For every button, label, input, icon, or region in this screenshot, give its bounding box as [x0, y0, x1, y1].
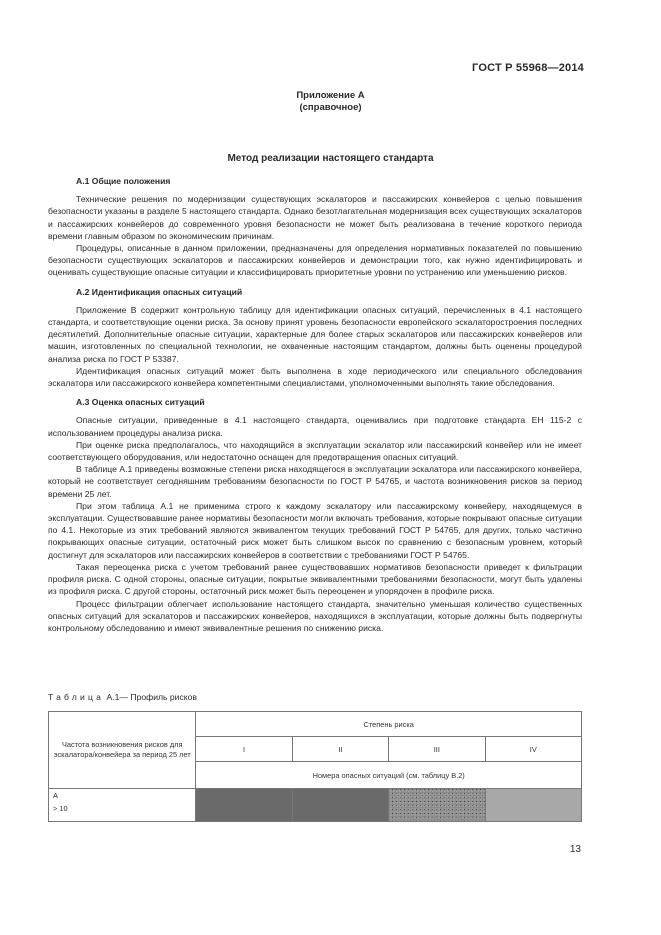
- risk-level-1: I: [196, 737, 292, 762]
- risk-level-3: III: [389, 737, 485, 762]
- paragraph: Процесс фильтрации облегчает использование настоящего стандарта, значительно уменьшая количество существенных опасных ситуаций для эскалаторов и пассажирских конвейеров, находящихся в эксплуатации, которые должны быть подвергнуты контрольному обследованию и имеют эквивалентные решения по снижению риска.: [48, 598, 582, 633]
- section-a3: [48, 396, 582, 634]
- paragraph: Опасные ситуации, приведенные в 4.1 настоящего стандарта, оценивались при подготовке стандарта ЕН 115-2 с использованием процедуры анализа риска.: [48, 415, 582, 438]
- risk-cell-a-3: [389, 789, 485, 822]
- paragraph: Процедуры, описанные в данном приложении, предназначены для определения нормативных показателей по повышению безопасности существующих эскалаторов и пассажирских конвейеров и демонстрации того, как нужно идентифицировать и оценивать существующие опасные ситуации и классифицировать приоритетные уровни по устранению или уменьшению рисков.: [48, 243, 582, 278]
- table-caption-number: А.1: [106, 692, 120, 702]
- paragraph: Приложение В содержит контрольную таблицу для идентификации опасных ситуаций, перечисленных в 4.1 настоящего стандарта, и соответствующие оценки риска. За основу принят уровень безопасности европейского эскалаторостроения последних десятилетий. Дополнительные опасные ситуации, характерные для более старых эскалаторов или пассажирских конвейеров или машин, изготовленных по специальной технологии, не охваченные настоящим стандартом, должны быть оценены процедурой анализа риска по ГОСТ Р 53387.: [48, 304, 582, 364]
- paragraph: Такая переоценка риска с учетом требований ранее существовавших нормативов безопасности приведет к фильтрации профиля риска. С одной стороны, опасные ситуации, покрытые эквивалентными требованиями безопасности, могут быть удалены из профиля риска. С другой стороны, остаточный риск может быть переоценен и упорядочен в профиле риска.: [48, 561, 582, 597]
- section-a1: [48, 175, 582, 279]
- risk-cell-a-2: [292, 789, 388, 822]
- table-caption-label: Таблица: [48, 692, 105, 702]
- frequency-header: Частота возникновения рисков для эскалатора/конвейера за период 25 лет: [49, 712, 196, 789]
- appendix-title: Метод реализации настоящего стандарта: [227, 153, 434, 164]
- table-caption-title: — Профиль рисков: [119, 692, 197, 702]
- paragraph: При оценке риска предполагалось, что находящийся в эксплуатации эскалатор или пассажирский конвейер или не имеет соответствующего оборудования, или недостаточно оснащен для предотвращения опасных ситуаций.: [48, 439, 582, 463]
- section-heading: А.1 Общие положения: [76, 176, 171, 186]
- section-heading: А.3 Оценка опасных ситуаций: [76, 397, 205, 408]
- risk-level-2: II: [292, 737, 388, 762]
- page-number: 13: [569, 844, 581, 855]
- frequency-row-a: [49, 789, 196, 822]
- paragraph: Технические решения по модернизации существующих эскалаторов и пассажирских конвейеров с целью повышения безопасности указаны в разделе 5 настоящего стандарта. Однако безотлагательная модернизация всех существующих эскалаторов и пассажирских конвейеров до современного уровня безопасности не может быть реализована в течение короткого периода времени главным образом по экономическим причинам.: [48, 194, 582, 241]
- standard-number: ГОСТ Р 55968—2014: [472, 62, 584, 74]
- frequency-category: A: [53, 791, 58, 800]
- paragraph: В таблице А.1 приведены возможные степени риска находящегося в эксплуатации эскалатора или пассажирского конвейера, который не соответствует сегодняшним требованиям безопасности по ГОСТ Р 54765, и частота возникновения рисков за период времени 25 лет.: [48, 464, 582, 499]
- hazard-numbers-header: Номера опасных ситуаций (см. таблицу В.2): [196, 762, 582, 789]
- table-caption: [48, 692, 197, 702]
- appendix-label: Приложение А: [296, 90, 365, 101]
- frequency-value: > 10: [53, 804, 68, 813]
- appendix-type: (справочное): [299, 102, 362, 113]
- risk-cell-a-1: [196, 789, 292, 822]
- main-content: [48, 175, 582, 641]
- paragraph: При этом таблица А.1 не применима строго к каждому эскалатору или пассажирскому конвейеру, находящемуся в эксплуатации. Существовавшие ранее нормативы безопасности могли включать требования, которые покрывают опасные ситуации по 4.1. Некоторые из этих требований являются эквивалентом текущих требований ГОСТ Р 54765, для других, только частично покрывающих опасные ситуации, остаточный риск может быть слишком высок по сравнению с безопасным уровнем, который достигнут для эскалаторов или пассажирских конвейеров в соответствии с требованиями ГОСТ Р 54765.: [48, 500, 582, 560]
- paragraph: Идентификация опасных ситуаций может быть выполнена в ходе периодического или специального обследования эскалатора или пассажирского конвейера компетентными специалистами, уполномоченными выполнять такие обследования.: [48, 365, 582, 389]
- risk-level-4: IV: [485, 737, 581, 762]
- section-a2: [48, 286, 582, 390]
- risk-level-header: Степень риска: [196, 712, 582, 737]
- risk-cell-a-4: [485, 789, 581, 822]
- risk-profile-table: [48, 711, 582, 822]
- section-heading: А.2 Идентификация опасных ситуаций: [76, 286, 243, 297]
- appendix-heading: [0, 90, 661, 114]
